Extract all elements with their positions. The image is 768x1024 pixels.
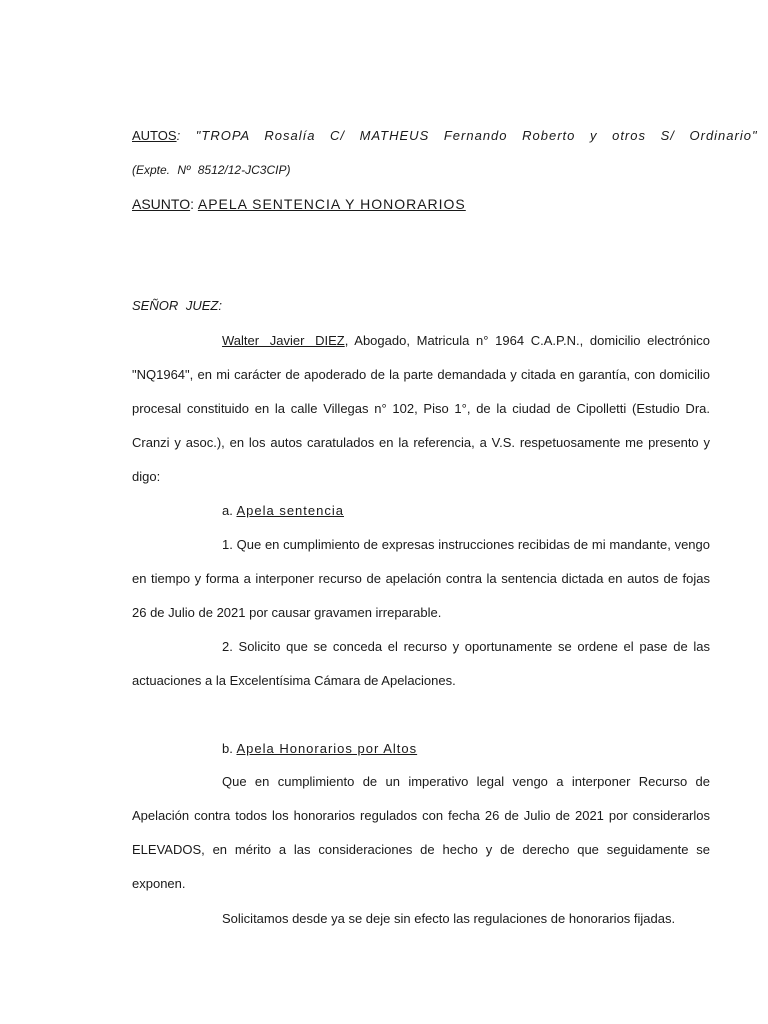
asunto-line — [132, 196, 466, 212]
asunto-label: ASUNTO — [132, 196, 191, 212]
intro-paragraph — [132, 324, 710, 494]
section-a-prefix: a. — [222, 503, 237, 518]
autos-label: AUTOS — [132, 128, 177, 143]
section-a-paragraph-1: 1. Que en cumplimiento de expresas instrucciones recibidas de mi mandante, vengo en tiempo y forma a interponer recurso de apelación contra la sentencia dictada en autos de fojas 26 de Julio de 2021 por causar gravamen irreparable. — [132, 537, 710, 620]
section-b-heading — [222, 741, 417, 756]
intro-text: , Abogado, Matricula n° 1964 C.A.P.N., domicilio electrónico "NQ1964", en mi carácter de apoderado de la parte demandada y citada en garantía, con domicilio procesal constituido en la calle Villegas n° 102, Piso 1°, de la ciudad de Cipolletti (Estudio Dra. Cranzi y asoc.), en los autos caratulados en la referencia, a V.S. respetuosamente me presento y digo: — [132, 333, 710, 484]
section-a-title: Apela sentencia — [236, 503, 344, 518]
autos-line — [132, 128, 758, 143]
lawyer-name: Walter Javier DIEZ — [222, 333, 345, 348]
section-a-heading — [222, 503, 344, 518]
section-b-paragraph-2: Solicitamos desde ya se deje sin efecto las regulaciones de honorarios fijadas. — [222, 911, 676, 926]
section-b-prefix: b. — [222, 741, 237, 756]
section-b-title: Apela Honorarios por Altos — [236, 741, 418, 756]
salutation: SEÑOR JUEZ: — [132, 298, 222, 313]
section-b-paragraph-1: Que en cumplimiento de un imperativo legal vengo a interponer Recurso de Apelación contra todos los honorarios regulados con fecha 26 de Julio de 2021 por considerarlos ELEVADOS, en mérito a las consideraciones de hecho y de derecho que seguidamente se exponen. — [132, 774, 710, 891]
asunto-text: APELA SENTENCIA Y HONORARIOS — [197, 196, 466, 212]
asunto-separator: : — [190, 196, 198, 212]
expte-line: (Expte. Nº 8512/12-JC3CIP) — [132, 163, 291, 177]
section-a-paragraph-2: 2. Solicito que se conceda el recurso y oportunamente se ordene el pase de las actuaciones a la Excelentísima Cámara de Apelaciones. — [132, 639, 710, 688]
autos-caption: : "TROPA Rosalía C/ MATHEUS Fernando Roberto y otros S/ Ordinario" — [176, 128, 758, 143]
